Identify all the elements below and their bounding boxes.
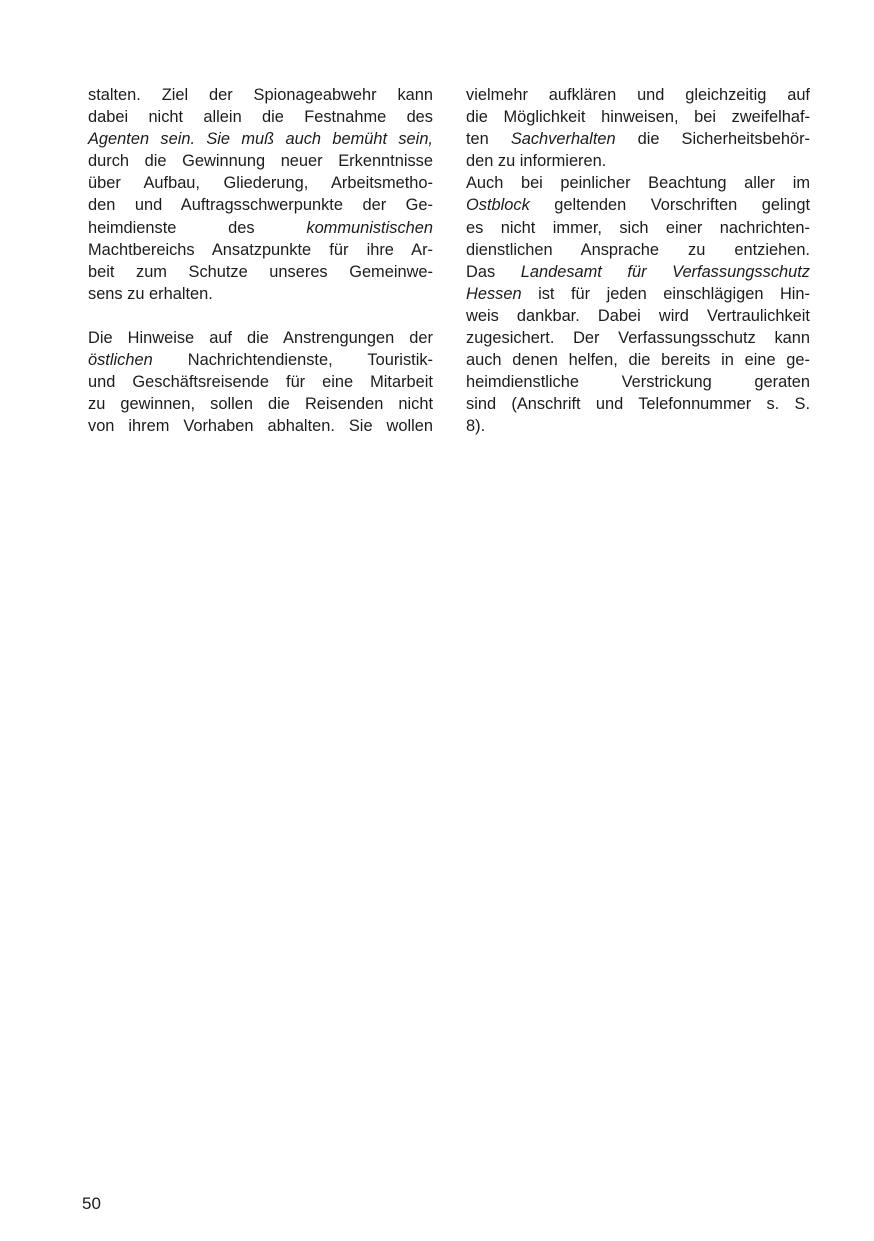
text-run: sens zu erhalten.	[88, 284, 213, 303]
right-column	[466, 84, 810, 438]
text-line	[466, 393, 810, 415]
text-line	[88, 194, 433, 216]
text-run: geltenden Vorschriften gelingt	[529, 196, 810, 215]
text-run: und Geschäftsreisende für eine Mitarbeit	[88, 373, 433, 392]
text-run: Nachrichtendienste, Touristik-	[152, 351, 433, 370]
italic-text-run: muß auch bemüht sein,	[241, 130, 433, 149]
left-column	[88, 84, 433, 437]
text-line	[466, 283, 810, 305]
text-run: auch denen helfen, die bereits in eine ge-	[466, 351, 810, 370]
text-run: ten	[466, 130, 511, 149]
text-run: stalten. Ziel der Spionageabwehr kann	[88, 86, 433, 104]
text-line	[466, 305, 810, 327]
text-line	[466, 84, 810, 106]
text-run: durch die Gewinnung neuer Erkenntnisse	[88, 152, 433, 171]
text-line	[466, 106, 810, 128]
text-line	[88, 150, 433, 172]
text-line	[466, 194, 810, 216]
italic-text-run: Agenten sein. Sie	[88, 130, 242, 149]
text-run: von ihrem Vorhaben abhalten. Sie wollen	[88, 417, 433, 436]
text-line	[466, 349, 810, 371]
text-run: es nicht immer, sich einer nachrichten-	[466, 218, 810, 237]
italic-text-run: kommunistischen	[306, 218, 433, 237]
text-run: die Sicherheitsbehör-	[615, 130, 810, 149]
text-line	[466, 371, 810, 393]
text-line	[466, 150, 810, 172]
text-run: heimdienstliche Verstrickung geraten	[466, 373, 810, 392]
text-run: weis dankbar. Dabei wird Vertraulichkeit	[466, 306, 810, 325]
right-paragraph-2	[466, 172, 810, 437]
text-run: 8).	[466, 417, 486, 436]
left-paragraph-1	[88, 84, 433, 305]
text-line	[88, 261, 433, 283]
text-line	[88, 393, 433, 415]
text-line	[88, 172, 433, 194]
text-run: Machtbereichs Ansatzpunkte für ihre Ar-	[88, 240, 433, 259]
text-run: sind (Anschrift und Telefonnummer s. S.	[466, 395, 810, 414]
text-run: Das	[466, 262, 521, 281]
text-line	[88, 217, 433, 239]
text-line	[466, 261, 810, 283]
text-line	[466, 239, 810, 261]
text-line	[88, 371, 433, 393]
right-paragraph-1	[466, 84, 810, 172]
text-line	[466, 415, 810, 437]
text-run: den und Auftragsschwerpunkte der Ge-	[88, 196, 433, 215]
text-run: Die Hinweise auf die Anstrengungen der	[88, 328, 433, 347]
text-run: zu gewinnen, sollen die Reisenden nicht	[88, 395, 433, 414]
text-line	[88, 415, 433, 437]
text-line	[88, 84, 433, 106]
text-run: heimdienste des	[88, 218, 307, 237]
text-run: den zu informieren.	[466, 152, 607, 171]
italic-text-run: östlichen	[88, 351, 153, 370]
text-run: dabei nicht allein die Festnahme des	[88, 108, 433, 127]
text-line	[88, 239, 433, 261]
text-run: zugesichert. Der Verfassungsschutz kann	[466, 329, 810, 348]
text-line	[88, 283, 433, 305]
text-run: dienstlichen Ansprache zu entziehen.	[466, 240, 810, 259]
text-line	[466, 327, 810, 349]
text-line	[466, 172, 810, 194]
italic-text-run: Landesamt für Verfassungsschutz	[520, 262, 810, 281]
text-line	[88, 128, 433, 150]
italic-text-run: Hessen	[466, 284, 522, 303]
text-run: vielmehr aufklären und gleichzeitig auf	[466, 86, 810, 104]
left-paragraph-2	[88, 327, 433, 437]
text-line	[88, 106, 433, 128]
text-line	[466, 128, 810, 150]
text-line	[88, 327, 433, 349]
italic-text-run: Sachverhalten	[510, 130, 616, 149]
text-line	[466, 217, 810, 239]
italic-text-run: Ostblock	[466, 196, 530, 215]
page-number: 50	[82, 1194, 101, 1213]
text-run: Auch bei peinlicher Beachtung aller im	[466, 174, 810, 193]
text-run: ist für jeden einschlägigen Hin-	[521, 284, 810, 303]
text-run: über Aufbau, Gliederung, Arbeitsmetho-	[88, 174, 433, 193]
text-run: beit zum Schutze unseres Gemeinwe-	[88, 262, 433, 281]
text-line	[88, 349, 433, 371]
text-run: die Möglichkeit hinweisen, bei zweifelhaf-	[466, 108, 810, 127]
